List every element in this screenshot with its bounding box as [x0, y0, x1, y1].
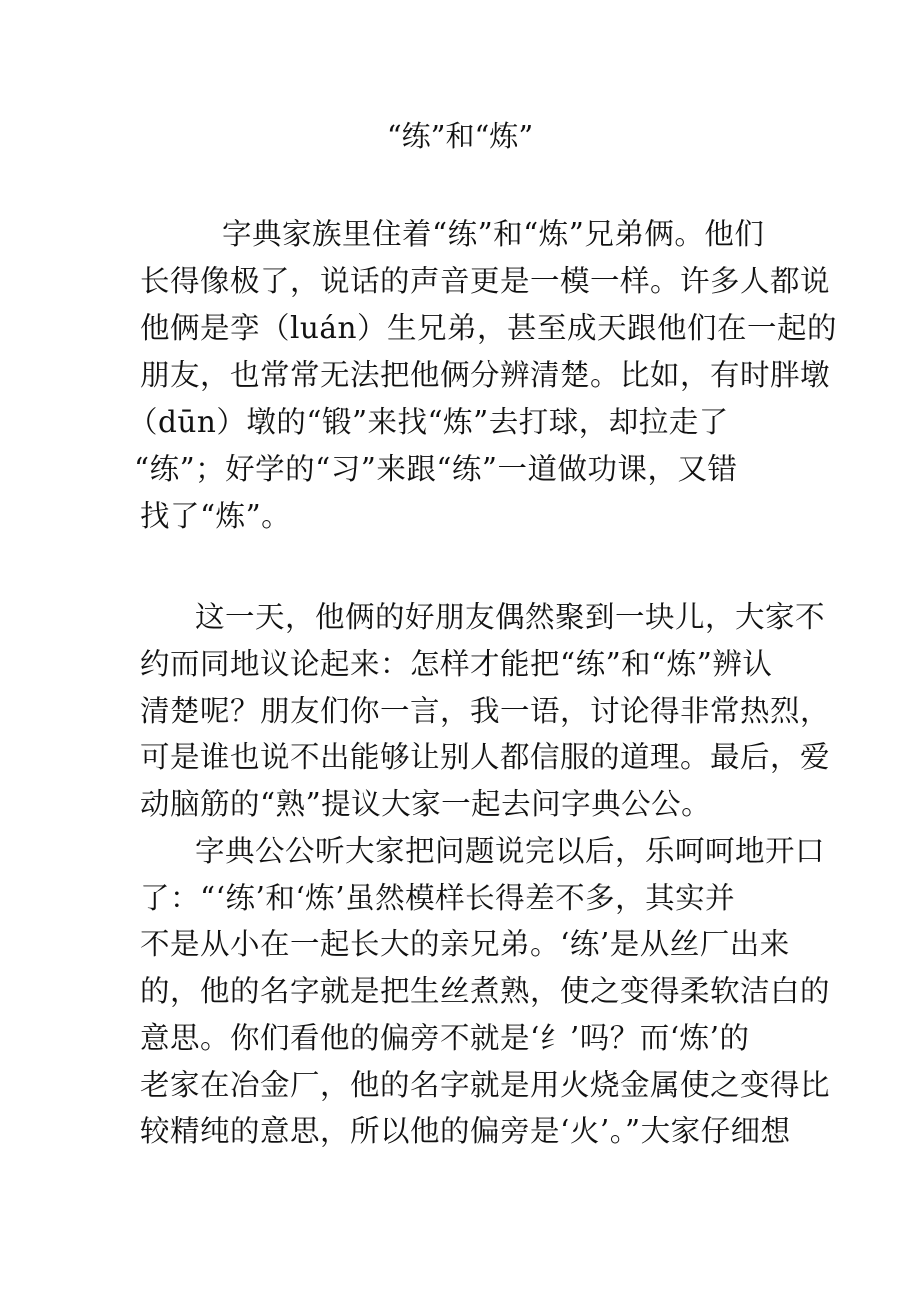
text-line: 老家在冶金厂，他的名字就是用火烧金属使之变得比: [140, 1068, 831, 1102]
text-line: 了：“‘练’和‘炼’虽然模样长得差不多，其实并: [140, 881, 736, 915]
text-line: “练”；好学的“习”来跟“练”一道做功课，又错: [134, 452, 738, 486]
text-line: 找了“炼”。: [140, 499, 292, 533]
text-line: 清楚呢？朋友们你一言，我一语，讨论得非常热烈，: [140, 694, 831, 728]
text-line: 这一天，他俩的好朋友偶然聚到一块儿，大家不: [195, 600, 826, 634]
text-line: 意思。你们看他的偏旁不就是‘纟’吗？而‘炼’的: [140, 1021, 750, 1055]
text-line: 的，他的名字就是把生丝煮熟，使之变得柔软洁白的: [140, 974, 831, 1008]
text-line: 较精纯的意思，所以他的偏旁是‘火’。”大家仔细想: [140, 1114, 791, 1148]
text-line: 不是从小在一起长大的亲兄弟。‘练’是从丝厂出来: [140, 927, 790, 961]
text-line: 字典家族里住着“练”和“炼”兄弟俩。他们: [222, 217, 765, 251]
document-title: “练”和“炼”: [386, 119, 534, 153]
text-line: 动脑筋的“熟”提议大家一起去问字典公公。: [140, 787, 712, 821]
text-line: （dūn）墩的“锻”来找“炼”去打球，却拉走了: [128, 405, 729, 439]
text-line: 长得像极了，说话的声音更是一模一样。许多人都说: [140, 264, 831, 298]
text-line: 可是谁也说不出能够让别人都信服的道理。最后，爱: [140, 740, 831, 774]
text-line: 朋友，也常常无法把他俩分辨清楚。比如，有时胖墩: [140, 358, 831, 392]
text-line: 字典公公听大家把问题说完以后，乐呵呵地开口: [195, 834, 826, 868]
text-line: 约而同地议论起来：怎样才能把“练”和“炼”辨认: [140, 647, 773, 681]
text-line: 他俩是孪（luán）生兄弟，甚至成天跟他们在一起的: [140, 311, 838, 345]
